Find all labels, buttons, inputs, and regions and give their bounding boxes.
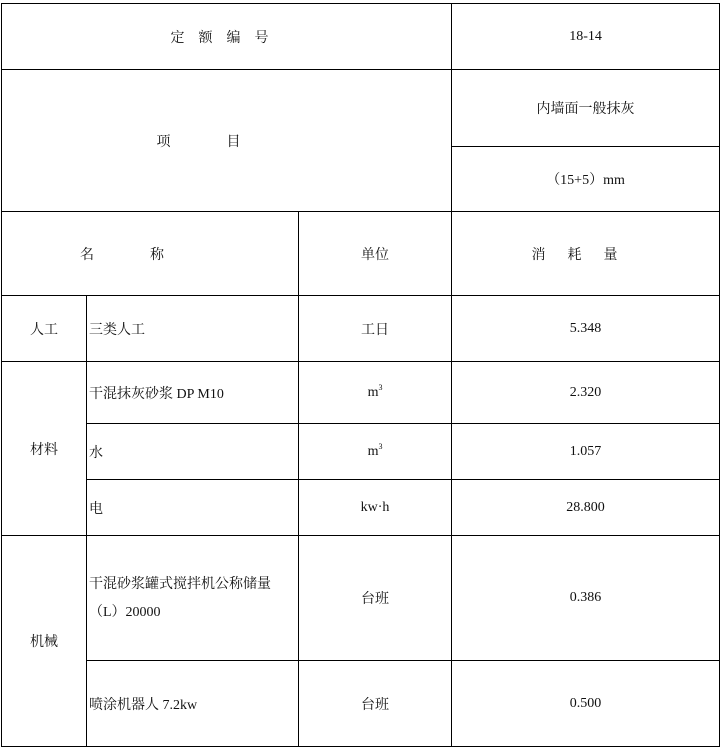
table-row bbox=[2, 480, 720, 536]
category-materials: 材料 bbox=[2, 362, 87, 536]
resource-unit: kw·h bbox=[299, 480, 452, 536]
resource-consumption: 0.500 bbox=[452, 661, 720, 747]
category-machinery: 机械 bbox=[2, 536, 87, 747]
unit-base: m bbox=[367, 384, 379, 400]
resource-name: 干混抹灰砂浆 DP M10 bbox=[87, 362, 299, 424]
category-labor: 人工 bbox=[2, 296, 87, 362]
resource-name: 喷涂机器人 7.2kw bbox=[87, 661, 299, 747]
resource-name bbox=[87, 536, 299, 661]
resource-unit: 台班 bbox=[299, 536, 452, 661]
resource-consumption: 1.057 bbox=[452, 424, 720, 480]
table-row bbox=[2, 424, 720, 480]
column-consumption-cell bbox=[452, 212, 720, 296]
quota-number-row bbox=[2, 4, 720, 70]
column-unit-header: 单位 bbox=[299, 212, 452, 296]
item-spec: （15+5）mm bbox=[452, 147, 720, 212]
resource-consumption: 0.386 bbox=[452, 536, 720, 661]
item-row bbox=[2, 70, 720, 147]
column-header-row bbox=[2, 212, 720, 296]
item-label-cell bbox=[2, 70, 452, 212]
quota-number-label-cell bbox=[2, 4, 452, 70]
table-row bbox=[2, 362, 720, 424]
quota-table bbox=[1, 3, 720, 747]
column-consumption-header: 消耗量 bbox=[531, 247, 640, 263]
resource-consumption: 5.348 bbox=[452, 296, 720, 362]
quota-number-value: 18-14 bbox=[452, 4, 720, 70]
item-name: 内墙面一般抹灰 bbox=[452, 70, 720, 147]
resource-name-line-1: 干混砂浆罐式搅拌机公称储量 bbox=[89, 577, 271, 592]
resource-unit bbox=[299, 424, 452, 480]
table-row bbox=[2, 296, 720, 362]
unit-base: m bbox=[367, 443, 379, 459]
unit-superscript: 3 bbox=[378, 441, 383, 451]
resource-consumption: 2.320 bbox=[452, 362, 720, 424]
resource-name: 电 bbox=[87, 480, 299, 536]
column-name-header: 名称 bbox=[80, 247, 220, 263]
resource-unit: 工日 bbox=[299, 296, 452, 362]
resource-consumption: 28.800 bbox=[452, 480, 720, 536]
column-name-cell bbox=[2, 212, 299, 296]
resource-name-line-2: （L）20000 bbox=[89, 605, 161, 620]
item-label: 项目 bbox=[156, 134, 297, 150]
resource-name: 三类人工 bbox=[87, 296, 299, 362]
table-row bbox=[2, 661, 720, 747]
table-row bbox=[2, 536, 720, 661]
resource-name: 水 bbox=[87, 424, 299, 480]
quota-number-label: 定额编号 bbox=[170, 30, 283, 46]
unit-superscript: 3 bbox=[378, 382, 383, 392]
resource-unit: 台班 bbox=[299, 661, 452, 747]
resource-unit bbox=[299, 362, 452, 424]
